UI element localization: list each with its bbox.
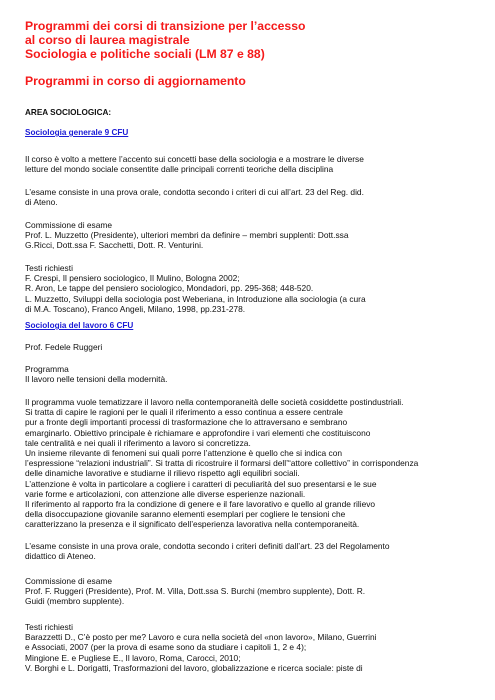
course2-professor: Prof. Fedele Ruggeri — [25, 342, 103, 352]
course1-exam-info: L’esame consiste in una prova orale, condotta secondo i criteri di cui all’art. 23 del Reg. did. di Ateno. — [25, 187, 364, 208]
course2-commission: Commissione di esame Prof. F. Ruggeri (Presidente), Prof. M. Villa, Dott.ssa S. Burchi (membro supplente), Dott. R. Guidi (membro supplente). — [25, 576, 366, 607]
course-link-sociologia-generale[interactable]: Sociologia generale 9 CFU — [25, 128, 129, 137]
course2-program-body: Il programma vuole tematizzare il lavoro nella contemporaneità delle società cosiddette postindustriali. Si tratta di capire le ragioni per le quali il riferimento a esso continua a essere centrale pur a fronte degli importanti processi di trasformazione che lo attraversano e sembrano emarginarlo. Obiettivo principale è richiamare e approfondire i vari elementi che costituiscono tale centralità e nei quali il riferimento a lavoro si concretizza. Un insieme rilevante di fenomeni sui quali porre l’attenzione è quello che si indica con l’espressione “relazioni industriali”. Si tratta di ricostruire il formarsi dell’“attore collettivo” in corrispondenza delle dinamiche lavorative e studiarne il rilievo rispetto agli equilibri sociali. L’attenzione è volta in particolare a cogliere i caratteri di peculiarità del suo presentarsi e le sue varie forme e articolazioni, con attenzione alle diverse esperienze nazionali. Il riferimento al rapporto fra la condizione di genere e il fare lavorativo e quello al grande rilievo della disoccupazione giovanile saranno elementi esemplari per cogliere le tensioni che caratterizzano la presenza e il significato dell’esperienza lavorativa nella contemporaneità. — [25, 397, 419, 530]
course1-commission: Commissione di esame Prof. L. Muzzetto (Presidente), ulteriori membri da definire – membri supplenti: Dott.ssa G.Ricci, Dott.ssa F. Sacchetti, Dott. R. Venturini. — [25, 220, 349, 251]
course2-exam-info: L’esame consiste in una prova orale, condotta secondo i criteri definiti dall’art. 23 del Regolamento didattico di Ateneo. — [25, 541, 390, 562]
course1-texts: Testi richiesti F. Crespi, Il pensiero sociologico, Il Mulino, Bologna 2002; R. Aron, Le tappe del pensiero sociologico, Mondadori, pp. 295-368; 448-520. L. Muzzetto, Sviluppi della sociologia post Weberiana, in Introduzione alla sociologia (a cura di M.A. Toscano), Franco Angeli, Milano, 1998, pp.231-278. — [25, 263, 366, 314]
title-line-3: Sociologia e politiche sociali (LM 87 e 88) — [25, 47, 265, 61]
course-link-sociologia-lavoro[interactable]: Sociologia del lavoro 6 CFU — [25, 321, 134, 330]
course2-program: Programma Il lavoro nelle tensioni della modernità. — [25, 364, 168, 385]
title-line-1: Programmi dei corsi di transizione per l’accesso — [25, 19, 306, 33]
document-title — [25, 19, 485, 61]
area-heading: AREA SOCIOLOGICA: — [25, 108, 112, 117]
document-subtitle: Programmi in corso di aggiornamento — [25, 74, 246, 88]
title-line-2: al corso di laurea magistrale — [25, 33, 190, 47]
course2-texts: Testi richiesti Barazzetti D., C’è posto per me? Lavoro e cura nella società del «non lavoro», Milano, Guerrini e Associati, 2007 (per la prova di esame sono da studiare i capitoli 1, 2 e 4); Mingione E. e Pugliese E., Il lavoro, Roma, Carocci, 2010; V. Borghi e L. Dorigatti, Trasformazioni del lavoro, globalizzazione e ricerca sociale: piste di — [25, 622, 377, 673]
course1-description: Il corso è volto a mettere l’accento sui concetti base della sociologia e a mostrare le diverse letture del mondo sociale consentite dalle principali correnti teoriche della disciplina — [25, 154, 364, 175]
